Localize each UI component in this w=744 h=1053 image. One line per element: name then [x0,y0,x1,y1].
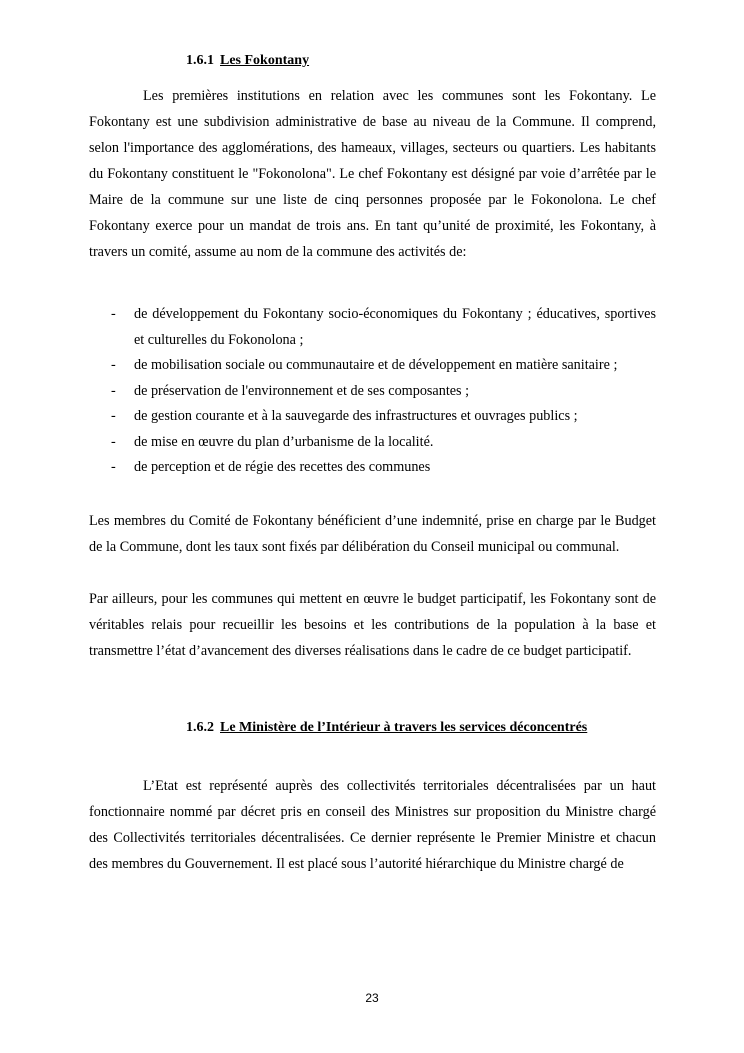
list-dash: - [111,306,116,322]
state-representation-paragraph: L’Etat est représenté auprès des collectivités territoriales décentralisées par un haut fonctionnaire nommé par décret pris en conseil des Ministres sur proposition du Ministre chargé des Collectivités territoriales décentralisées. Ce dernier représente le Premier Ministre et chacun des membres du Gouvernement. Il est placé sous l’autorité hiérarchique du Ministre chargé de [89,778,656,872]
list-dash: - [111,433,116,450]
list-item: - de mobilisation sociale ou communautaire et de développement en matière sanitaire ; [89,353,656,379]
section-number: 1.6.2 [186,720,214,735]
section-heading-1-6-1 [186,53,309,69]
list-item: - de gestion courante et à la sauvegarde des infrastructures et ouvrages publics ; [89,404,656,430]
section-title: Le Ministère de l’Intérieur à travers les services déconcentrés [220,720,588,735]
list-item: - de développement du Fokontany socio-économiques du Fokontany ; éducatives, sportives et culturelles du Fokonolona ; [89,302,656,353]
page-number: 23 [365,991,379,1005]
list-item: - de perception et de régie des recettes des communes [89,455,656,481]
section-number: 1.6.1 [186,53,214,68]
section-title: Les Fokontany [220,53,310,68]
committee-paragraph: Les membres du Comité de Fokontany bénéficient d’une indemnité, prise en charge par le Budget de la Commune, dont les taux sont fixés par délibération du Conseil municipal ou communal. [89,513,656,555]
activities-list [89,302,656,481]
list-dash: - [111,459,116,475]
list-dash: - [111,357,116,373]
list-item: - de préservation de l'environnement et de ses composantes ; [89,379,656,405]
section-heading-1-6-2 [186,720,587,736]
list-dash: - [111,382,116,399]
intro-paragraph: Les premières institutions en relation avec les communes sont les Fokontany. Le Fokontany est une subdivision administrative de base au niveau de la Commune. Il comprend, selon l'importance des agglomérations, des hameaux, villages, secteurs ou quartiers. Les habitants du Fokontany constituent le "Fokonolona". Le chef Fokontany est désigné par voie d’arrêtée par le Maire de la commune sur une liste de cinq personnes proposée par le Fokonolona. Le chef Fokontany exerce pour un mandat de trois ans. En tant qu’unité de proximité, les Fokontany, à travers un comité, assume au nom de la commune des activités de: [89,88,656,260]
list-dash: - [111,408,116,424]
list-item: - de mise en œuvre du plan d’urbanisme de la localité. [89,430,656,456]
participatory-budget-paragraph: Par ailleurs, pour les communes qui mettent en œuvre le budget participatif, les Fokontany sont de véritables relais pour recueillir les besoins et les contributions de la population à la base et transmettre l’état d’avancement des diverses réalisations dans le cadre de ce budget participatif. [89,591,656,659]
